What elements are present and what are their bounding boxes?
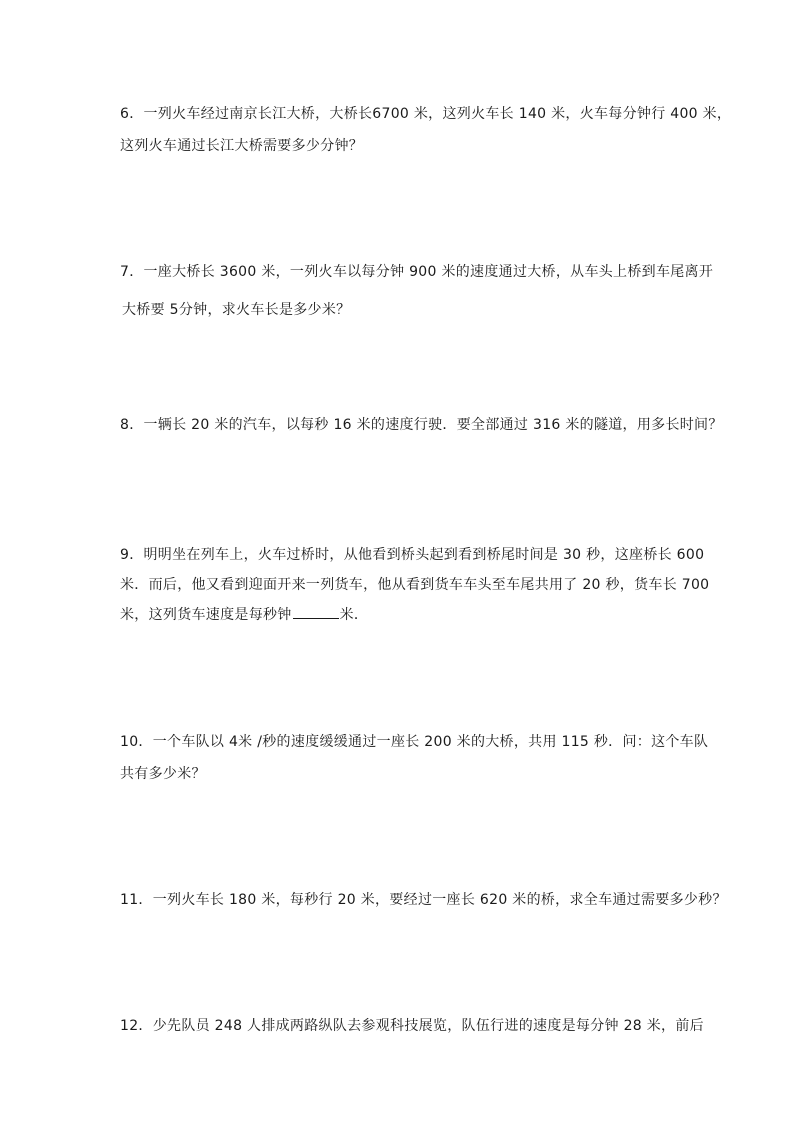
problem-text-line: 共有多少米？ [120,766,206,782]
problem-text-line: 6．一列火车经过南京长江大桥，大桥长6700 米，这列火车长 140 米，火车每分钟行 400 米， [120,106,732,122]
problem-9 [120,545,710,624]
problem-text-line: 9．明明坐在列车上，火车过桥时，从他看到桥头起到看到桥尾时间是 30 秒，这座桥长 600 [120,547,705,563]
problem-text-line: 大桥要 5分钟，求火车长是多少米？ [122,302,351,318]
problem-12 [120,1016,704,1036]
answer-blank[interactable] [293,604,339,619]
problem-7 [120,262,714,320]
problem-text-line: 12．少先队员 248 人排成两路纵队去参观科技展览，队伍行进的速度是每分钟 28 米，前后 [120,1018,704,1034]
problem-text-line: 10．一个车队以 4米 /秒的速度缓缓通过一座长 200 米的大桥，共用 115 秒．问：这个车队 [120,734,709,750]
problem-text-segment: 米，这列货车速度是每秒钟 [120,607,292,623]
problem-6 [120,104,732,156]
problem-11 [120,890,727,910]
problem-text-line-with-blank [120,604,700,624]
problem-text-line: 这列火车通过长江大桥需要多少分钟？ [120,138,364,154]
problem-text-line: 米．而后，他又看到迎面开来一列货车，他从看到货车车头至车尾共用了 20 秒，货车长 700 [120,577,710,593]
problem-text-line: 7．一座大桥长 3600 米，一列火车以每分钟 900 米的速度通过大桥，从车头上桥到车尾离开 [120,264,714,280]
problem-10 [120,732,709,784]
problem-text-line: 8．一辆长 20 米的汽车，以每秒 16 米的速度行驶．要全部通过 316 米的隧道，用多长时间？ [120,417,723,433]
problem-text-segment: 米． [339,607,369,623]
problem-text-line: 11．一列火车长 180 米，每秒行 20 米，要经过一座长 620 米的桥，求全车通过需要多少秒？ [120,892,727,908]
problem-8 [120,415,723,435]
